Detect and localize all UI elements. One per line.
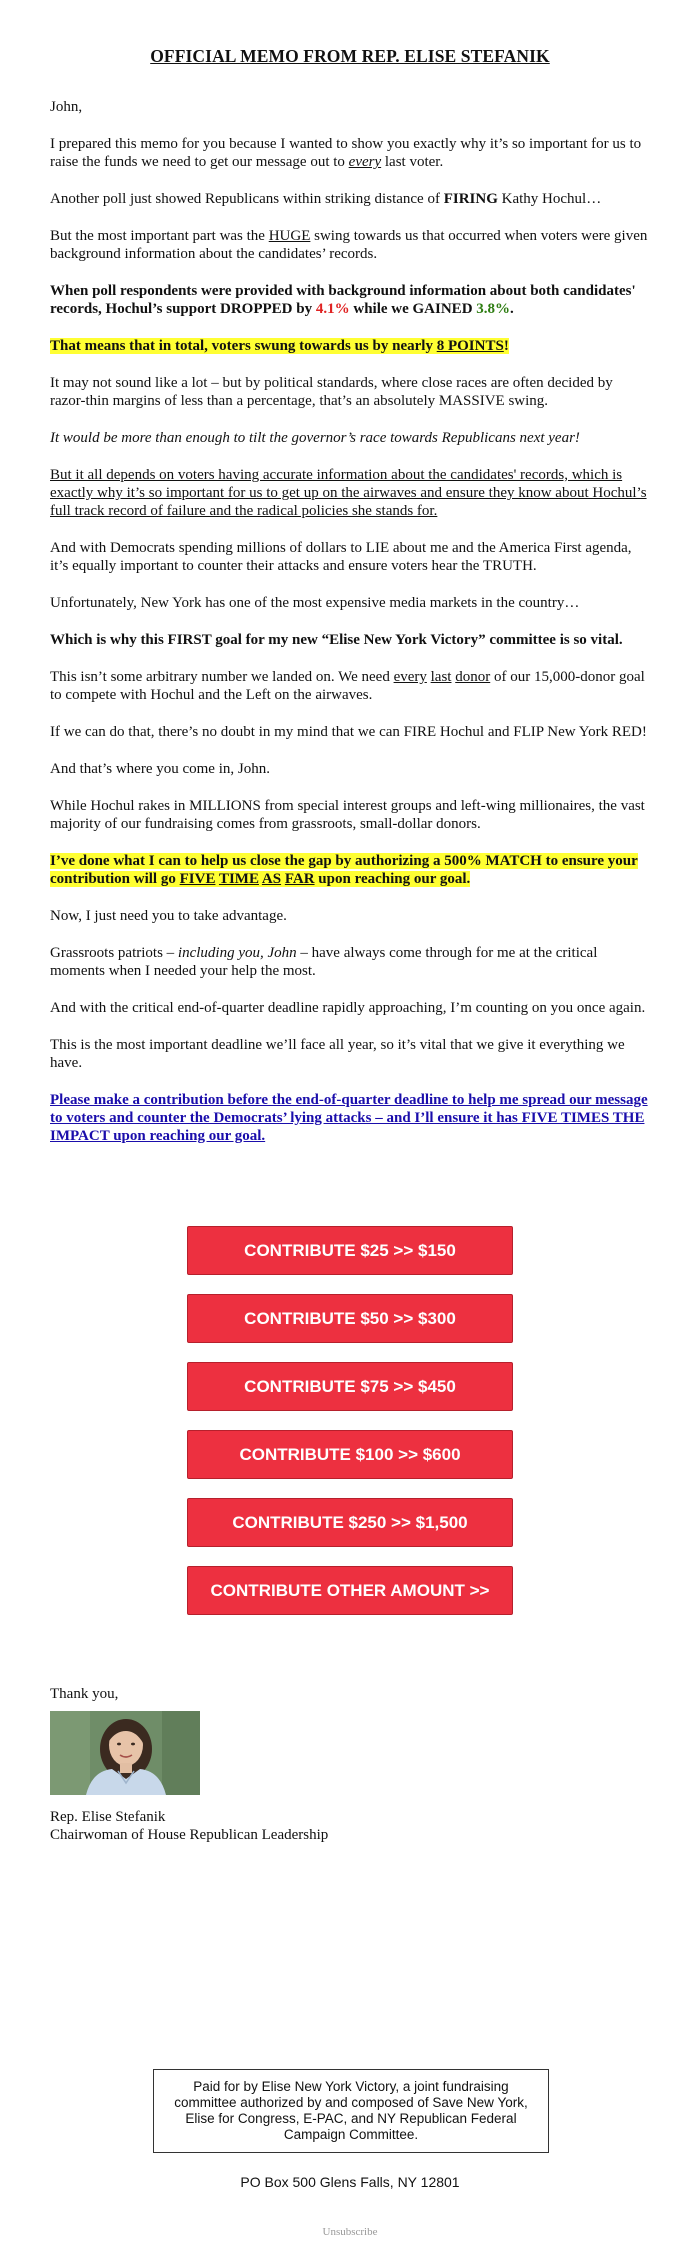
paragraph [50, 227, 650, 263]
paragraph: And with the critical end-of-quarter deadline rapidly approaching, I’m counting on you once again. [50, 1000, 646, 1016]
stefanik-gain-value: 3.8% [476, 301, 511, 317]
portrait-photo-icon [50, 1711, 200, 1795]
text: Another poll just showed Republicans within striking distance of [50, 191, 444, 207]
emphasis-last: last [430, 669, 452, 685]
greeting: John, [50, 99, 83, 115]
emphasis-every: every [348, 154, 382, 170]
emphasis-huge: HUGE [268, 228, 311, 244]
emphasis-every: every [393, 669, 427, 685]
memo-body [50, 98, 650, 1164]
text: I prepared this memo for you because I wanted to show you exactly why it’s so important for us to raise the funds we need to get our message out to [50, 136, 642, 170]
contribute-250-button[interactable]: CONTRIBUTE $250 >> $1,500 [187, 1498, 513, 1547]
paragraph: Now, I just need you to take advantage. [50, 908, 287, 924]
paragraph: And with Democrats spending millions of dollars to LIE about me and the America First agenda, it’s equally important to counter their attacks and ensure voters hear the TRUTH. [50, 540, 632, 574]
emphasis-firing: FIRING [443, 191, 498, 207]
text: while we GAINED [349, 301, 477, 317]
emphasis-as: AS [261, 871, 282, 887]
text: Kathy Hochul… [497, 191, 602, 207]
text: I’ve done what I can to help us close the gap by authorizing a 500% MATCH to ensure your contribution will go [50, 853, 638, 887]
text: of our 15,000-donor goal to compete with Hochul and the Left on the airwaves. [50, 669, 645, 703]
portrait-photo [50, 1711, 200, 1795]
match-paragraph [50, 852, 650, 888]
text: – have always come through for me at the critical moments when I needed your help the most. [50, 945, 598, 979]
text: Grassroots patriots – [50, 945, 178, 961]
paragraph [50, 944, 650, 980]
signer-name: Rep. Elise Stefanik [50, 1809, 166, 1825]
contribute-75-button[interactable]: CONTRIBUTE $75 >> $450 [187, 1362, 513, 1411]
text: This isn’t some arbitrary number we landed on. We need [50, 669, 394, 685]
thank-you: Thank you, [50, 1686, 119, 1702]
paragraph [50, 190, 650, 208]
text: That means that in total, voters swung towards us by nearly [50, 338, 437, 354]
emphasis-far: FAR [284, 871, 315, 887]
hochul-drop-value: 4.1% [315, 301, 350, 317]
paragraph [50, 668, 650, 704]
contribute-50-button[interactable]: CONTRIBUTE $50 >> $300 [187, 1294, 513, 1343]
poll-result-paragraph [50, 282, 650, 318]
paragraph [50, 135, 650, 171]
text: last voter. [381, 154, 444, 170]
signer-role: Chairwoman of House Republican Leadership [50, 1827, 329, 1843]
cta-paragraph [50, 1091, 650, 1145]
goal-paragraph: Which is why this FIRST goal for my new “Elise New York Victory” committee is so vital. [50, 632, 623, 648]
emphasis-including-you: including you, John [177, 945, 297, 961]
text: But the most important part was the [50, 228, 269, 244]
contribute-100-button[interactable]: CONTRIBUTE $100 >> $600 [187, 1430, 513, 1479]
mailing-address: PO Box 500 Glens Falls, NY 12801 [240, 2174, 460, 2190]
memo-title: OFFICIAL MEMO FROM REP. ELISE STEFANIK [150, 46, 550, 66]
emphasis-time: TIME [218, 871, 259, 887]
emphasis-donor: donor [455, 669, 491, 685]
paragraph: This is the most important deadline we’ll face all year, so it’s vital that we give it everything we have. [50, 1037, 625, 1071]
paragraph: While Hochul rakes in MILLIONS from special interest groups and left-wing millionaires, the vast majority of our fundraising comes from grassroots, small-dollar donors. [50, 798, 645, 832]
contribution-link[interactable]: Please make a contribution before the end-of-quarter deadline to help me spread our message to voters and counter the Democrats’ lying attacks – and I’ll ensure it has FIVE TIMES THE IMPACT upon reaching our goal. [50, 1092, 648, 1144]
paragraph: Unfortunately, New York has one of the most expensive media markets in the country… [50, 595, 580, 611]
contribute-25-button[interactable]: CONTRIBUTE $25 >> $150 [187, 1226, 513, 1275]
text: ! [503, 338, 509, 354]
paragraph: It may not sound like a lot – but by political standards, where close races are often decided by razor-thin margins of less than a percentage, that’s an absolutely MASSIVE swing. [50, 375, 613, 409]
unsubscribe-link[interactable]: Unsubscribe [322, 2226, 378, 2238]
emphasis-five: FIVE [179, 871, 216, 887]
text: When poll respondents were provided with background information about both candidates' records, Hochul’s support DROPPED by [50, 283, 636, 317]
paragraph: If we can do that, there’s no doubt in my mind that we can FIRE Hochul and FLIP New York RED! [50, 724, 647, 740]
highlighted-paragraph [50, 337, 650, 355]
text: upon reaching our goal. [314, 871, 471, 887]
paragraph: It would be more than enough to tilt the governor’s race towards Republicans next year! [50, 430, 580, 446]
contribute-other-amount-button[interactable]: CONTRIBUTE OTHER AMOUNT >> [187, 1566, 513, 1615]
emphasis-8-points: 8 POINTS [436, 338, 504, 354]
paragraph: And that’s where you come in, John. [50, 761, 270, 777]
text: . [510, 301, 514, 317]
underlined-paragraph: But it all depends on voters having accurate information about the candidates' records, which is exactly why it’s so important for us to get up on the airwaves and ensure they know about Hochul’s full track record of failure and the radical policies she stands for. [50, 467, 647, 519]
paid-for-disclaimer: Paid for by Elise New York Victory, a joint fundraising committee authorized by and composed of Save New York, Elise for Congress, E-PAC, and NY Republican Federal Campaign Committee. [153, 2069, 549, 2153]
text: swing towards us that occurred when voters were given background information about the candidates’ records. [50, 228, 648, 262]
